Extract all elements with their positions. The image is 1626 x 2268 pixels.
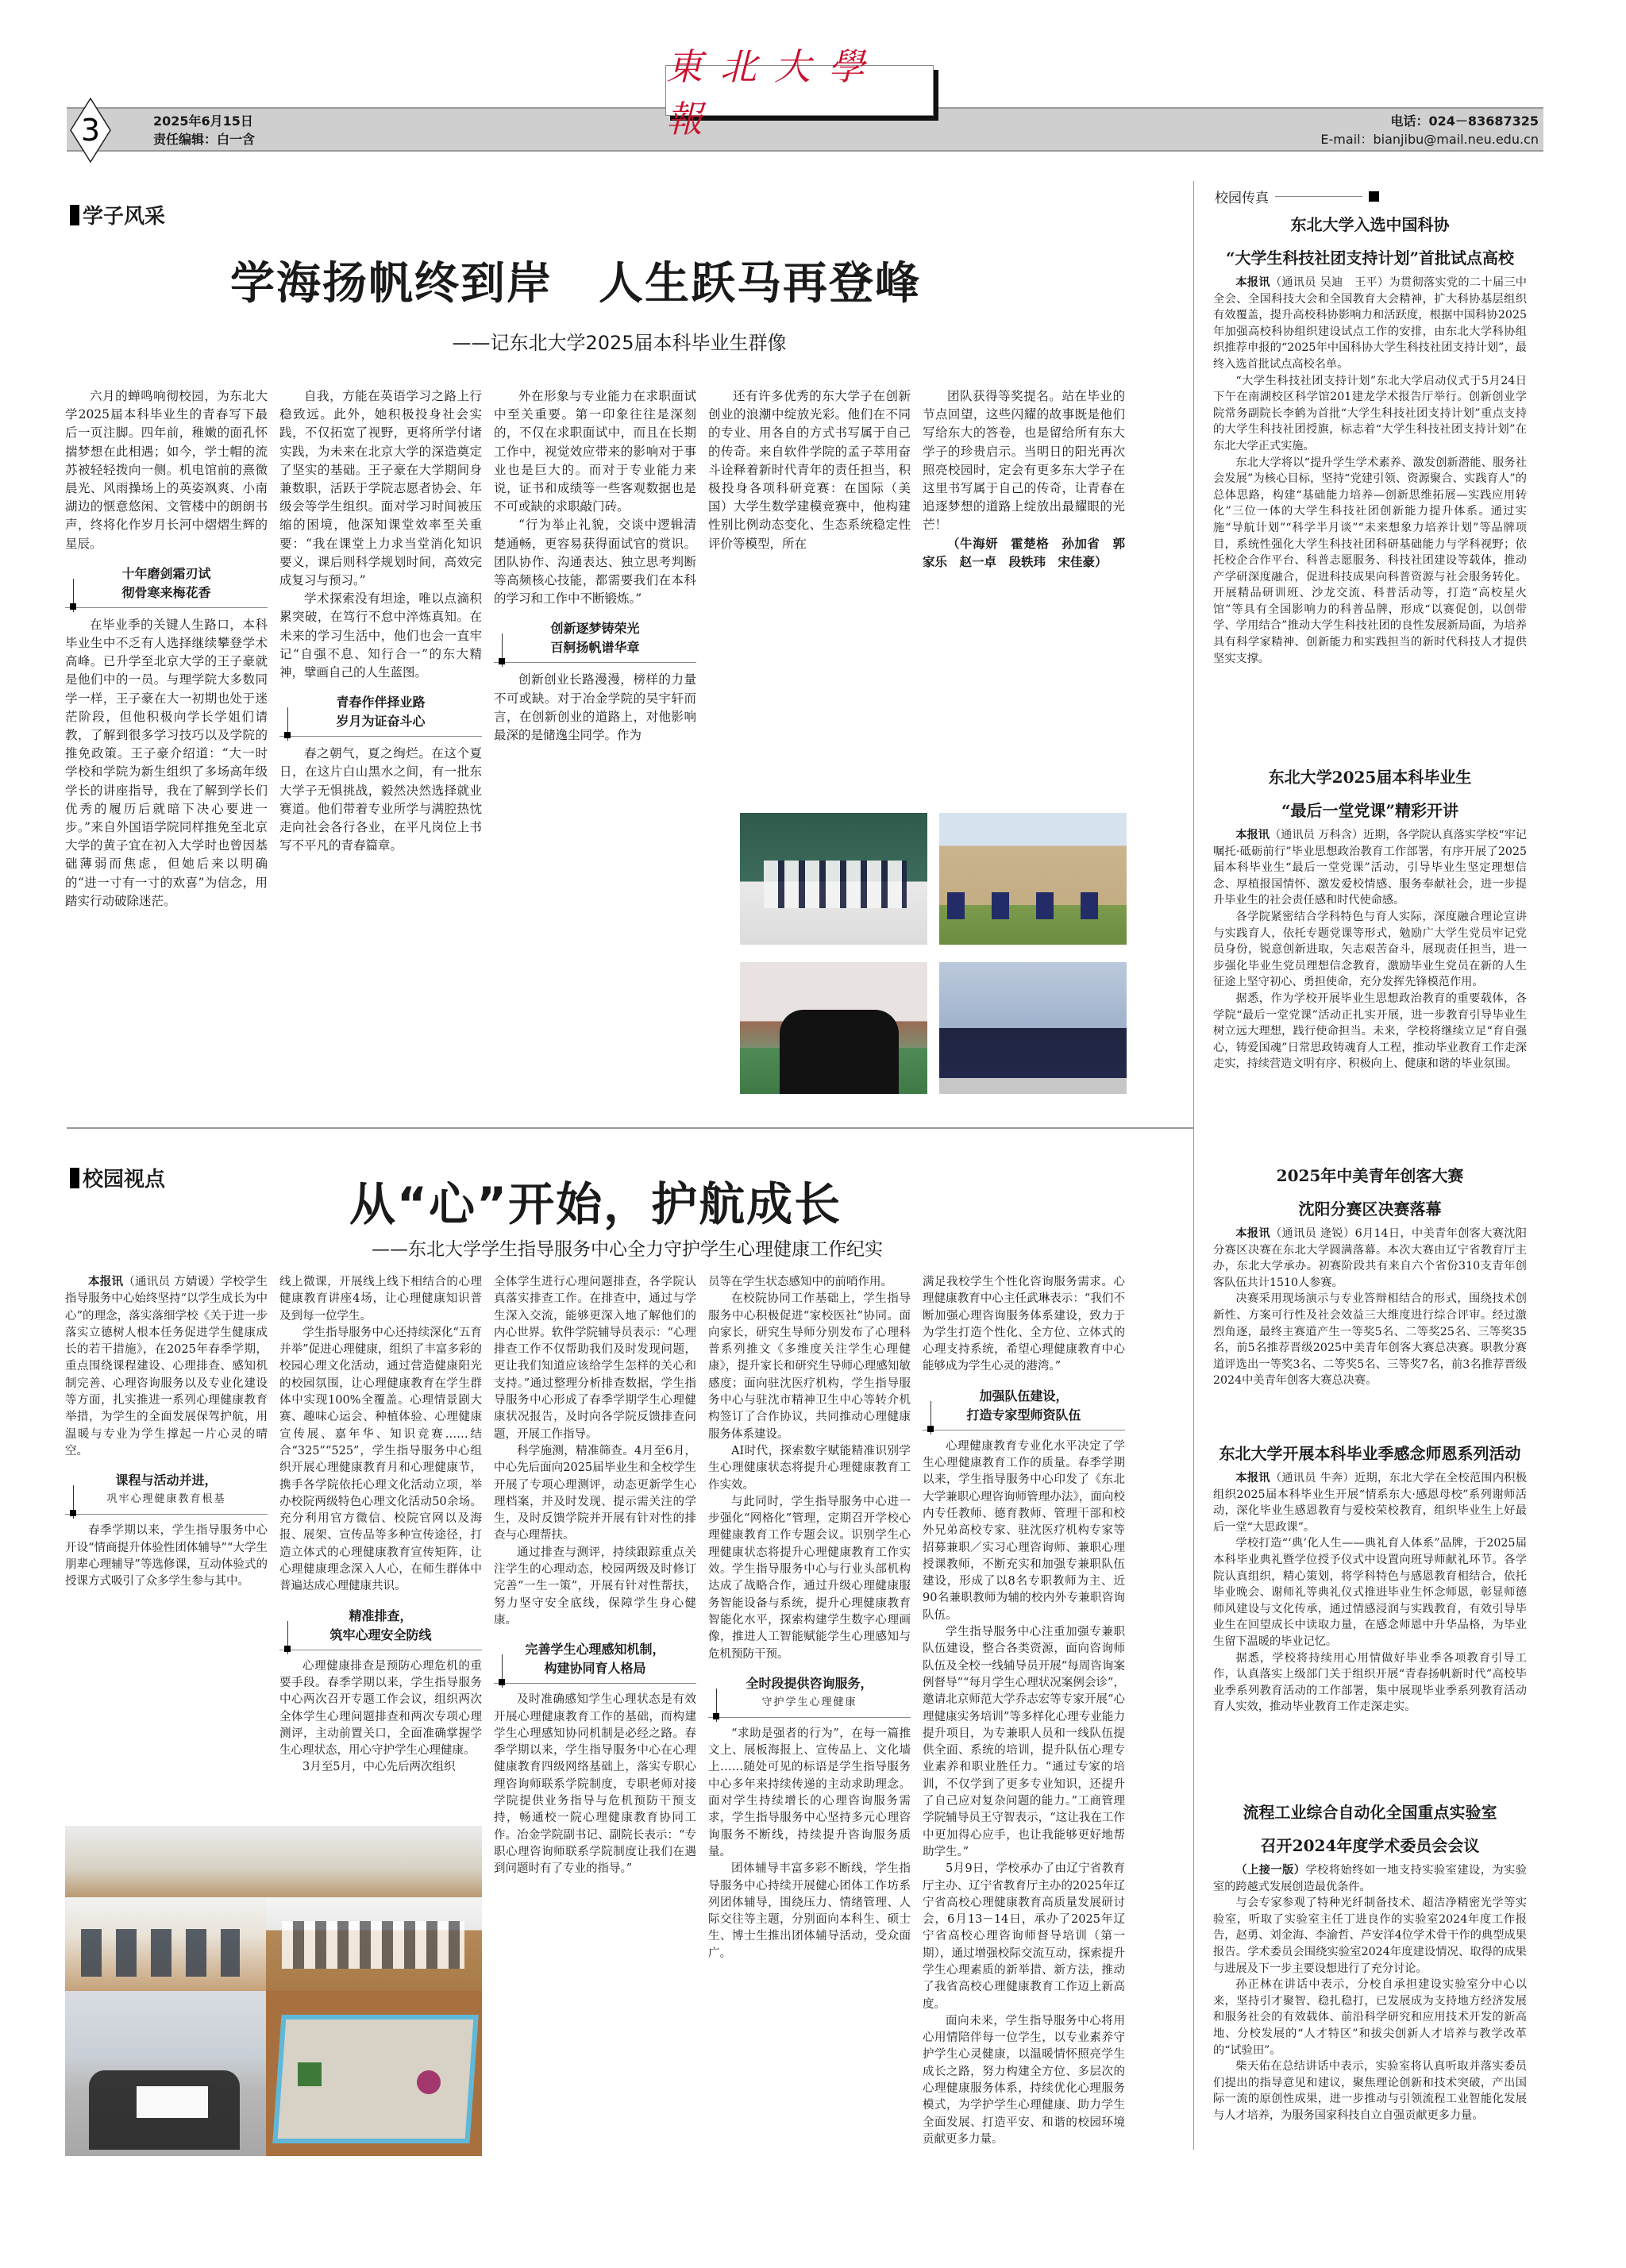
sidebar-article-5 <box>1213 1796 1527 2124</box>
feature2-col2 <box>279 1274 482 1777</box>
page-number-badge <box>70 98 111 163</box>
paragraph: “行为举止礼貌，交谈中逻辑清楚通畅，更容易获得面试官的赏识。团队协作、沟通表达、独立思考判断等高频核心技能，都需要我们在本科的学习和工作中不断锻炼。” <box>494 518 696 606</box>
subheading: 十年磨剑霜刃试 彻骨寒来梅花香 <box>65 564 268 608</box>
editor-credit: 责任编辑：白一含 <box>153 132 256 147</box>
subheading: 创新逐梦铸荣光 百舸扬帆谱华章 <box>494 619 696 663</box>
feature1-subtitle: ——记东北大学2025届本科毕业生群像 <box>452 332 787 354</box>
paragraph: 自我，方能在英语学习之路上行稳致远。此外，她积极投身社会实践，不仅拓宽了视野，更将所学付诸实践，为未来在北京大学的深造奠定了坚实的基础。王子豪在大学期间身兼数职，活跃于学院志愿者协会、年级会等学生组织。面对学习时间被压缩的困境，他深知课堂效率至关重要：“我在课堂上力求当堂消化知识要义，课后则科学规划时间，高效完成复习与预习。” <box>279 389 482 588</box>
feature1-col5 <box>923 387 1125 572</box>
feature2-title: 从“心”开始，护航成长 <box>349 1177 842 1231</box>
feature2-subtitle: ——东北大学学生指导服务中心全力守护学生心理健康工作纪实 <box>372 1239 883 1260</box>
subheading: 完善学生心理感知机制， 构建协同育人格局 <box>494 1640 696 1684</box>
paragraph: 学术探索没有坦途，唯以点滴积累突破，在笃行不怠中淬炼真知。在未来的学习生活中，他们也会一直牢记“自强不息、知行合一”的东大精神，擘画自己的人生蓝图。 <box>279 591 482 680</box>
page-number: 3 <box>80 113 101 148</box>
paragraph: 心理健康排查是预防心理危机的重要手段。春季学期以来，学生指导服务中心两次召开专题工作会议，组织两次全体学生心理问题排查和两次专项心理测评，主动前置关口，全面准确掌握学生心理状态，用心守护学生心理健康。 <box>279 1659 482 1758</box>
subheading: 全时段提供咨询服务， 守护学生心理健康 <box>708 1674 911 1718</box>
paragraph: 外在形象与专业能力在求职面试中至关重要。第一印象往往是深刻的，不仅在求职面试中，而且在长期工作中，视觉效应带来的影响对于事业也是巨大的。而对于专业能力来说，证书和成绩等一些客观数据也是不可或缺的求职敲门砖。 <box>494 389 696 514</box>
paragraph: 学生指导服务中心还持续深化“五育并举”促进心理健康，组织了丰富多彩的校园心理文化活动，通过营造健康阳光的校园氛围，让心理健康教育在学生群体中实现100%全覆盖。心理情景剧大赛、趣味心运会、种植体验、心理健康宣传展、嘉年华、知识竞赛……结合“325”“525”，学生指导服务中心组织开展心理健康教育月和心理健康节，携手各学院依托心理文化活动立项，举办校院两级特色心理文化活动50余场。充分利用官方微信、校院官网以及海报、展架、宣传品等多种宣传途径，打造立体式的心理健康教育宣传矩阵，让心理健康理念深入人心，在师生群体中普遍达成心理健康共识。 <box>279 1326 482 1593</box>
campus-gate-graduates-photo <box>939 813 1127 945</box>
paragraph: 在毕业季的关键人生路口，本科毕业生中不乏有人选择继续攀登学术高峰。已升学至北京大学的王子豪就是他们中的一员。与理学院大多数同学一样，王子豪在大一初期也处于迷茫阶段，但他积极向学长学姐们请教，了解到很多学习技巧以及学院的推免政策。王子豪介绍道：“大一时学校和学院为新生组织了多场高年级学长的讲座指导，我在了解到学长们优秀的履历后就暗下决心要进一步。”来自外国语学院同样推免至北京大学的黄子宜在初入大学时也曾因基础薄弱而焦虑，但她后来以明确的“进一寸有一寸的欢喜”为信念，用踏实行动破除迷茫。 <box>65 617 268 908</box>
section-tag-xiaoyuan: 校园视点 <box>70 1163 165 1192</box>
paragraph: 5月9日，学校承办了由辽宁省教育厅主办、辽宁省教育厅主办的2025年辽宁省高校心理健康教育高质量发展研讨会，6月13－14日，承办了2025年辽宁省高校心理咨询师督导培训（第一期），通过增强校际交流互动，探索提升学生心理素质的新举措、新方法，推动了我省高校心理健康教育工作迈上新高度。 <box>923 1862 1125 2011</box>
paragraph: “求助是强者的行为”，在每一篇推文上、展板海报上、宣传品上、文化墙上……随处可见的标语是学生指导服务中心多年来持续传递的主动求助理念。面对学生持续增长的心理咨询服务需求，学生指导服务中心坚持多元心理咨询服务不断线，持续提升咨询服务质量。 <box>708 1727 911 1858</box>
feature2-col4 <box>708 1274 911 1962</box>
subheading: 课程与活动并进， 巩牢心理健康教育根基 <box>65 1471 268 1515</box>
article-body: 本报讯（通讯员 吴迪 王平）为贯彻落实党的二十届三中全会、全国科技大会和全国教育大会精神，扩大科协基层组织有效覆盖，提升高校科协影响力和活跃度，根据中国科协2025年加强高校科协组织建设试点工作的安排，由东北大学科协组织推荐申报的“2025年中国科协大学生科技社团支持计划”，最终入选首批试点高校名单。 “大学生科技社团支持计划”东北大学启动仪式于5月24日下午在南湖校区科学馆201建龙学术报告厅举行。创新创业学院常务副院长李鹤为首批“大学生科技社团支持计划”重点支持的大学生科技社团授旗，标志着“大学生科技社团支持计划”在东北大学正式实施。 东北大学将以“提升学生学术素养、激发创新潜能、服务社会发展”为核心目标，坚持“党建引领、资源聚合、实践育人”的总体思路，构建“基础能力培养—创新思维拓展—实践应用转化”三位一体的大学生科技社团创新能力提升体系。通过实施“导航计划”“科学半月谈”“未来想象力培养计划”等品牌项目，系统性强化大学生科技社团科研基础能力与学科视野；依托校企合作平台、科普志愿服务、科技社团建设等载体，推动产学研深度融合，促进科技成果向科普资源与社会服务转化。开展精品研训班、沙龙交流、科普活动等，打造“高校星火馆”等具有全国影响力的科普品牌，形成“以赛促创，以创带学、学用结合”推动大学生科技社团的良性发展新局面，为培养具有科学家精神、创新能力和实践担当的新时代科技人才提供坚实支撑。 <box>1213 276 1527 665</box>
counseling-workshop-floor-photo <box>65 1897 266 1991</box>
group-table-activity-photo <box>65 1991 266 2156</box>
paragraph: 学生指导服务中心注重加强专兼职队伍建设，整合各类资源，面向咨询师队伍及全校一线辅导员开展“每周咨询案例督导”“每月学生心理状况案例会诊”，邀请北京师范大学乔志宏等专家开展“心理健康实务培训”等多样化心理专业能力提升项目，为专兼职人员和一线队伍提供全面、系统的培训，提升队伍心理专业素养和职业胜任力。“通过专家的培训，不仅学到了更多专业知识，还提升了自己应对复杂问题的能力。”工商管理学院辅导员王守智表示，“这让我在工作中更加得心应手，也让我能够更好地帮助学生。” <box>923 1626 1125 1858</box>
photo-credits: （牛海妍 霍楚格 孙加省 郭家乐 赵一卓 段轶玮 宋佳豪） <box>923 536 1125 569</box>
sidebar-article-2 <box>1213 760 1527 1072</box>
feature1-title: 学海扬帆终到岸 人生跃马再登峰 <box>230 258 921 310</box>
paragraph: 线上微课，开展线上线下相结合的心理健康教育讲座4场，让心理健康知识普及到每一位学生。 <box>279 1276 482 1323</box>
feature1-col4 <box>708 387 911 553</box>
paragraph: 及时准确感知学生心理状态是有效开展心理健康教育工作的基础，而构建学生心理感知协同机制是必经之路。春季学期以来，学生指导服务中心在心理健康教育四级网络基础上，落实专职心理咨询师联系学院制度，专职老师对接学院提供业务指导与危机预防干预支持，畅通校一院心理健康教育协同工作。冶金学院副书记、副院长表示：“专职心理咨询师联系学院制度让我们在遇到问题时有了专业的指导。” <box>494 1693 696 1876</box>
paper-name: 東北大學報 <box>666 45 882 141</box>
paragraph: 全体学生进行心理问题排查，各学院认真落实排查工作。在排查中，通过与学生深入交流，能够更深入地了解他们的内心世界。软件学院辅导员表示：“心理排查工作不仅帮助我们及时发现问题，更让我们知道应该给学生怎样的关心和支持。”通过整理分析排查数据，学生指导服务中心形成了春季学期学生心理健康状况报告，及时向各学院反馈排查问题，开展工作指导。 <box>494 1276 696 1441</box>
lead-label: 本报讯 <box>88 1276 124 1288</box>
section-tag-xuezi: 学子风采 <box>70 200 165 229</box>
lecture-hall-photo <box>65 1826 482 1897</box>
diamond-icon <box>70 98 111 163</box>
article-title: 东北大学入选中国科协 “大学生科技社团支持计划”首批试点高校 <box>1225 215 1514 268</box>
section-tag-xiaoyuan-chuanzhen: 校园传真 <box>1215 187 1379 206</box>
article-body: 本报讯（通讯员 牛奔）近期，东北大学在全校范围内积极组织2025届本科毕业生开展“情系东大·感恩母校”系列谢师活动，深化毕业生感恩教育与爱校荣校教育，组织毕业生上好最后一堂“大思政课”。 学校打造“‘典’化人生——典礼育人体系”品牌，于2025届本科毕业典礼暨学位授予仪式中设置向班导师献礼环节。各学院认真组织，精心策划，将学科特色与感恩教育相结合，依托毕业晚会、谢师礼等典礼仪式推进毕业生怀念师恩，彰显师德师风建设与文化传承，通过情感浸润与实践教育，有效引导毕业生在回望成长中读取力量，在感念师恩中升华品格，为毕业生留下温暖的毕业记忆。 据悉，学校将持续用心用情做好毕业季各项教育引导工作，认真落实上级部门关于组织开展“青春扬帆新时代”高校毕业季系列教育活动的工作部署，集中展现毕业季系列教育活动育人实效，推动毕业教育工作走深走实。 <box>1213 1472 1527 1714</box>
paragraph: 满足我校学生个性化咨询服务需求。心理健康教育中心主任武琳表示：“我们不断加强心理咨询服务体系建设，致力于为学生打造个性化、全方位、立体式的心理支持系统，希望心理健康教育中心能够成为学生心灵的港湾。” <box>923 1276 1125 1373</box>
issue-date: 2025年6月15日 <box>153 114 253 129</box>
paragraph: 面向未来，学生指导服务中心将用心用情陪伴每一位学生，以专业素养守护学生心灵健康，以温暖情怀照亮学生成长之路，努力构建全方位、多层次的心理健康服务体系，持续优化心理服务模式，为学护学生心理健康、助力学生全面发展、打造平安、和谐的校园环境贡献更多力量。 <box>923 2014 1125 2146</box>
article-title: 流程工业综合自动化全国重点实验室 召开2024年度学术委员会会议 <box>1243 1803 1497 1855</box>
paragraph: 学校学生指导服务中心始终坚持“以学生成长为中心”的理念，落实落细学校《关于进一步落实立德树人根本任务促进学生健康成长的若干措施》，在2025年春季学期，重点围绕课程建设、心理排查、感知机制完善、心理咨询服务以及专业化建设等方面，扎实推进一系列心理健康教育举措，为学生的全面发展保驾护航，用温暖与专业为学生撑起一片心灵的晴空。 <box>65 1276 268 1457</box>
subheading: 精准排查， 筑牢心理安全防线 <box>279 1607 482 1650</box>
sidebar-article-3 <box>1213 1159 1527 1389</box>
article-title: 东北大学2025届本科毕业生 “最后一堂党课”精彩开讲 <box>1268 768 1472 820</box>
classroom-session-photo <box>266 1897 482 1991</box>
sidebar-article-1 <box>1213 208 1527 667</box>
feature1-col1 <box>65 387 268 911</box>
column-divider <box>1193 181 1194 2150</box>
email: E-mail：bianjibu@mail.neu.edu.cn <box>1320 132 1539 147</box>
article-body: 本报讯（通讯员 万科含）近期，各学院认真落实学校“牢记嘱托·砥砺前行”毕业思想政治教育工作部署，有序开展了2025届本科毕业生“最后一堂党课”活动，引导毕业生坚定理想信念、厚植报国情怀、激发爱校情感、服务奉献社会，进一步提升毕业生的社会责任感和时代使命感。 各学院紧密结合学科特色与育人实际，深度融合理论宣讲与实践育人，依托专题党课等形式，勉励广大学生党员牢记党员身份，锐意创新进取，矢志艰苦奋斗，展现责任担当，进一步强化毕业生党员理想信念教育，激励毕业生党员在新的人生征途上坚守初心、勇担使命，充分发挥先锋模范作用。 据悉，作为学校开展毕业生思想政治教育的重要载体，各学院“最后一堂党课”活动正扎实开展，进一步教育引导毕业生树立远大理想，践行使命担当。未来，学校将继续立足“育自强心，铸爱国魂”日常思政铸魂育人工程，推动毕业教育工作走深走实，持续营造文明有序、积极向上、健康和谐的毕业氛围。 <box>1213 829 1527 1071</box>
paragraph: 春之朝气，夏之绚烂。在这个夏日，在这片白山黑水之间，有一批东大学子无惧挑战，毅然决然选择就业赛道。他们带着专业所学与满腔热忱走向社会各行各业，在平凡岗位上书写不平凡的青春篇章。 <box>279 746 482 853</box>
paragraph: 与此同时，学生指导服务中心进一步强化“网格化”管理，定期召开学校心理健康教育工作专题会议。识别学生心理健康状态将提升心理健康教育工作实效。学生指导服务中心与行业头部机构达成了战略合作，通过升级心理健康服务智能设备与系统，提升心理健康教育智能化水平，探索构建学生数字心理画像，推进人工智能赋能学生心理感知与危机预防干预。 <box>708 1495 911 1661</box>
paragraph: 3月至5月，中心先后两次组织 <box>302 1761 456 1774</box>
paragraph: 还有许多优秀的东大学子在创新创业的浪潮中绽放光彩。他们在不同的专业、用各自的方式书写属于自己的传奇。来自软件学院的孟子萃用奋斗诠释着新时代青年的责任担当，积极投身各项科研竞赛：在国际（美国）大学生数学建模竞赛中，他构建性别比例动态变化、生态系统稳定性评价等模型，所在 <box>708 389 911 551</box>
paragraph: AI时代，探索数字赋能精准识别学生心理健康状态将提升心理健康教育工作实效。 <box>708 1444 911 1492</box>
classroom-graduates-photo <box>740 813 927 945</box>
paragraph: 团体辅导丰富多彩不断线，学生指导服务中心持续开展健心团体工作坊系列团体辅导，围绕压力、情绪管理、人际交往等主题，分别面向本科生、硕士生、博士生推出团体辅导活动，受众面广。 <box>708 1862 911 1960</box>
feature1-col2 <box>279 387 482 855</box>
paragraph: 心理健康教育专业化水平决定了学生心理健康教育工作的质量。春季学期以来，学生指导服务中心印发了《东北大学兼职心理咨询师管理办法》，面向校内专任教师、德育教师、管理干部和校外兄弟高校专家、驻沈医疗机构专家等招募兼职／实习心理咨询师、兼职心理授课教师，不断充实和加强专兼职队伍建设，形成了以8名专职教师为主、近90名兼职教师为辅的校内外专兼职咨询队伍。 <box>923 1439 1125 1622</box>
graduates-with-bouquets-photo <box>740 962 927 1094</box>
paragraph: 六月的蝉鸣响彻校园，为东北大学2025届本科毕业生的青春写下最后一页注脚。四年前，稚嫩的面孔怀揣梦想在此相遇；如今，学士帽的流苏被轻轻拨向一侧。机电馆前的熹微晨光、风雨操场上的英姿飒爽、小南湖边的惬意悠闲、文管楼中的朗朗书声，终将化作岁月长河中熠熠生辉的星辰。 <box>65 389 268 551</box>
feature2-col1 <box>65 1274 268 1590</box>
subheading: 加强队伍建设， 打造专家型师资队伍 <box>923 1387 1125 1430</box>
article-body: 本报讯（通讯员 逄锐）6月14日，中美青年创客大赛沈阳分赛区决赛在东北大学圆满落幕。本次大赛由辽宁省教育厅主办，东北大学承办。初赛阶段共有来自六个省份310支青年创客队伍共计1510人参赛。 决赛采用现场演示与专业答辩相结合的形式，围绕技术创新性、方案可行性及社会效益三大维度进行综合评审。经过激烈角逐，最终主赛道产生一等奖5名、二等奖25名、三等奖35名，前5名推荐晋级2025中美青年创客大赛总决赛。职教分赛道评选出一等奖3名、二等奖5名、三等奖7名，前3名推荐晋级2024中美青年创客大赛总决赛。 <box>1213 1227 1527 1388</box>
article-body: （上接一版）学校将始终如一地支持实验室建设，为实验室的跨越式发展创造最优条件。 与会专家参观了特种光纤制备技术、超洁净精密光学等实验室，听取了实验室主任丁进良作的实验室2024年度工作报告，赵勇、刘金海、李渝哲、芦安洋4位学术骨干作的典型成果报告。学术委员会围绕实验室2024年度建设情况、取得的成果与进展及下一步主要设想进行了充分讨论。 孙正林在讲话中表示，分校自承担建设实验室分中心以来，坚持引才聚智、稳扎稳打，已发展成为支持地方经济发展和服务社会的有效载体、前沿科学研究和应用技术开发的新高地、分校发展的“人才特区”和拔尖创新人才培养与教学改革的“试验田”。 柴天佑在总结讲话中表示，实验室将认真听取并落实委员们提出的指导意见和建议，聚焦理论创新和技术突破，产出国际一流的原创性成果，进一步推动与引领流程工业智能化发展与人才培养，为服务国家科技自立自强贡献更多力量。 <box>1213 1864 1527 2122</box>
reporter: （通讯员 方婧谖） <box>123 1276 222 1288</box>
paragraph: 科学施测，精准筛查。4月至6月，中心先后面向2025届毕业生和全校学生开展了专项心理测评，动态更新学生心理档案，并及时发现、提示需关注的学生，及时反馈学院并开展有针对性的排查与心理帮扶。 <box>494 1444 696 1542</box>
newspaper-logo <box>665 45 934 141</box>
feature2-col5 <box>923 1274 1125 2148</box>
phone: 电话：024－83687325 <box>1390 114 1539 129</box>
paragraph: 春季学期以来，学生指导服务中心开设“情商提升体验性团体辅导”“大学生朋辈心理辅导”等选修课，互动体验式的授课方式吸引了众多学生参与其中。 <box>65 1524 268 1588</box>
paragraph: 通过排查与测评，持续跟踪重点关注学生的心理动态，校园两级及时修订完善“一生一策”，开展有针对性帮扶，努力坚守安全底线，保障学生身心健康。 <box>494 1546 696 1627</box>
feature1-col3 <box>494 387 696 745</box>
sandplay-therapy-photo <box>266 1991 482 2156</box>
section-divider <box>67 1127 1194 1129</box>
paragraph: 在校院协同工作基础上，学生指导服务中心积极促进“家校医社”协同。面向家长，研究生导师分别发布了心理科普系列推文《多维度关注学生心理健康》，提升家长和研究生导师心理感知敏感度；面向驻沈医疗机构，学生指导服务中心与驻沈市精神卫生中心等转介机构签订了合作协议，共同推动心理健康服务体系建设。 <box>708 1292 911 1441</box>
cap-toss-graduates-photo <box>939 962 1127 1094</box>
paragraph: 创新创业长路漫漫，榜样的力量不可或缺。对于冶金学院的吴宇轩而言，在创新创业的道路上，对他影响最深的是储逸尘同学。作为 <box>494 672 696 743</box>
paragraph: 团队获得等奖提名。站在毕业的节点回望，这些闪耀的故事既是他们写给东大的答卷，也是留给所有东大学子的珍贵启示。当明日的阳光再次照亮校园时，定会有更多东大学子在这里书写属于自己的传奇，让青春在追逐梦想的道路上绽放出最耀眼的光芒！ <box>923 389 1125 533</box>
article-title: 2025年中美青年创客大赛 沈阳分赛区决赛落幕 <box>1276 1166 1464 1219</box>
feature2-col3 <box>494 1274 696 1878</box>
sidebar-article-4 <box>1213 1437 1527 1715</box>
article-title: 东北大学开展本科毕业季感念师恩系列活动 <box>1219 1444 1521 1463</box>
subheading: 青春作伴择业路 岁月为证奋斗心 <box>279 693 482 737</box>
paragraph: 员等在学生状态感知中的前哨作用。 <box>708 1276 892 1288</box>
